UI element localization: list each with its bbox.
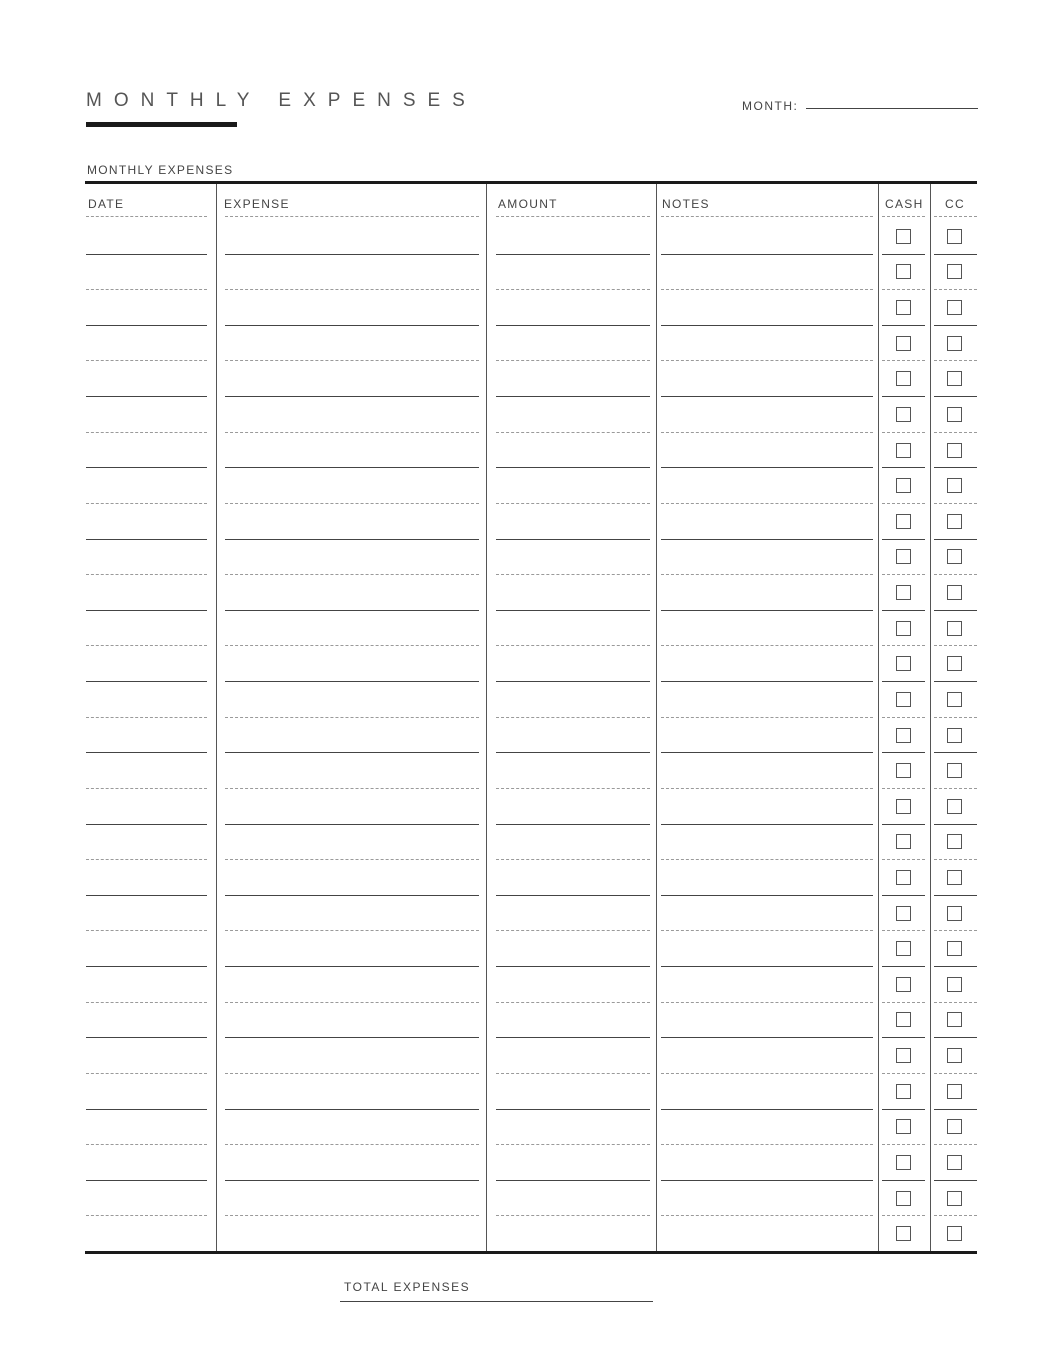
row-line-expense[interactable] [225, 824, 479, 825]
header-separator-expense [225, 216, 479, 217]
cc-checkbox[interactable] [947, 692, 962, 707]
row-line-notes[interactable] [661, 1073, 873, 1074]
cc-checkbox[interactable] [947, 941, 962, 956]
row-line-cc [934, 574, 977, 575]
row-line-cash [882, 1215, 925, 1216]
row-line-cc [934, 432, 977, 433]
cc-checkbox[interactable] [947, 621, 962, 636]
row-line-date[interactable] [86, 1144, 207, 1145]
row-line-expense[interactable] [225, 325, 479, 326]
column-header-date: DATE [88, 197, 125, 211]
row-line-date[interactable] [86, 467, 207, 468]
cash-checkbox[interactable] [896, 443, 911, 458]
cc-checkbox[interactable] [947, 443, 962, 458]
cc-checkbox[interactable] [947, 1226, 962, 1241]
cc-checkbox[interactable] [947, 300, 962, 315]
cash-checkbox[interactable] [896, 1191, 911, 1206]
row-line-cc [934, 859, 977, 860]
row-line-cc [934, 717, 977, 718]
row-line-expense[interactable] [225, 254, 479, 255]
row-line-cash [882, 859, 925, 860]
cash-checkbox[interactable] [896, 621, 911, 636]
row-line-amount[interactable] [496, 645, 650, 646]
row-line-cash [882, 396, 925, 397]
total-expenses-line[interactable] [340, 1301, 653, 1302]
row-line-expense[interactable] [225, 1180, 479, 1181]
cc-checkbox[interactable] [947, 229, 962, 244]
row-line-amount[interactable] [496, 1037, 650, 1038]
row-line-amount[interactable] [496, 681, 650, 682]
row-line-date[interactable] [86, 717, 207, 718]
row-line-expense[interactable] [225, 930, 479, 931]
row-line-cc [934, 966, 977, 967]
page-title: MONTHLY EXPENSES [86, 90, 477, 111]
cash-checkbox[interactable] [896, 870, 911, 885]
row-line-cc [934, 645, 977, 646]
row-line-expense[interactable] [225, 1215, 479, 1216]
row-line-cc [934, 539, 977, 540]
cash-checkbox[interactable] [896, 977, 911, 992]
cc-checkbox[interactable] [947, 585, 962, 600]
cash-checkbox[interactable] [896, 1226, 911, 1241]
row-line-cc [934, 360, 977, 361]
row-line-cc [934, 824, 977, 825]
row-line-cash [882, 717, 925, 718]
row-line-date[interactable] [86, 1073, 207, 1074]
column-header-expense: EXPENSE [224, 197, 290, 211]
cash-checkbox[interactable] [896, 941, 911, 956]
cash-checkbox[interactable] [896, 514, 911, 529]
row-line-expense[interactable] [225, 467, 479, 468]
row-line-cc [934, 1037, 977, 1038]
cc-checkbox[interactable] [947, 1191, 962, 1206]
row-line-amount[interactable] [496, 503, 650, 504]
row-line-date[interactable] [86, 254, 207, 255]
row-line-cash [882, 788, 925, 789]
row-line-date[interactable] [86, 1215, 207, 1216]
row-line-expense[interactable] [225, 1073, 479, 1074]
row-line-cash [882, 289, 925, 290]
cc-checkbox[interactable] [947, 1012, 962, 1027]
column-header-amount: AMOUNT [498, 197, 558, 211]
row-line-cc [934, 254, 977, 255]
cash-checkbox[interactable] [896, 264, 911, 279]
row-line-notes[interactable] [661, 610, 873, 611]
cash-checkbox[interactable] [896, 1048, 911, 1063]
row-line-amount[interactable] [496, 752, 650, 753]
section-label: MONTHLY EXPENSES [87, 163, 234, 177]
row-line-cash [882, 432, 925, 433]
total-expenses-label: TOTAL EXPENSES [344, 1280, 471, 1294]
cash-checkbox[interactable] [896, 229, 911, 244]
row-line-cc [934, 681, 977, 682]
row-line-cc [934, 467, 977, 468]
cc-checkbox[interactable] [947, 371, 962, 386]
row-line-date[interactable] [86, 1180, 207, 1181]
row-line-cash [882, 539, 925, 540]
row-line-cash [882, 645, 925, 646]
row-line-date[interactable] [86, 1109, 207, 1110]
cc-checkbox[interactable] [947, 906, 962, 921]
row-line-notes[interactable] [661, 289, 873, 290]
row-line-date[interactable] [86, 895, 207, 896]
cc-checkbox[interactable] [947, 834, 962, 849]
row-line-date[interactable] [86, 1037, 207, 1038]
row-line-date[interactable] [86, 432, 207, 433]
row-line-cc [934, 325, 977, 326]
cash-checkbox[interactable] [896, 728, 911, 743]
cc-checkbox[interactable] [947, 763, 962, 778]
cc-checkbox[interactable] [947, 728, 962, 743]
row-line-expense[interactable] [225, 289, 479, 290]
row-line-date[interactable] [86, 824, 207, 825]
row-line-amount[interactable] [496, 1215, 650, 1216]
row-line-amount[interactable] [496, 432, 650, 433]
row-line-cash [882, 895, 925, 896]
row-line-cash [882, 681, 925, 682]
row-line-date[interactable] [86, 752, 207, 753]
row-line-cc [934, 895, 977, 896]
column-divider-date [216, 184, 217, 1251]
cash-checkbox[interactable] [896, 1084, 911, 1099]
row-line-notes[interactable] [661, 1002, 873, 1003]
row-line-notes[interactable] [661, 788, 873, 789]
row-line-expense[interactable] [225, 788, 479, 789]
row-line-cash [882, 1109, 925, 1110]
cc-checkbox[interactable] [947, 870, 962, 885]
row-line-expense[interactable] [225, 645, 479, 646]
cash-checkbox[interactable] [896, 336, 911, 351]
row-line-notes[interactable] [661, 966, 873, 967]
cc-checkbox[interactable] [947, 407, 962, 422]
cash-checkbox[interactable] [896, 692, 911, 707]
cc-checkbox[interactable] [947, 799, 962, 814]
column-header-cash: CASH [885, 197, 924, 211]
row-line-date[interactable] [86, 930, 207, 931]
cash-checkbox[interactable] [896, 407, 911, 422]
row-line-expense[interactable] [225, 1144, 479, 1145]
row-line-amount[interactable] [496, 930, 650, 931]
row-line-date[interactable] [86, 289, 207, 290]
column-header-cc: CC [945, 197, 965, 211]
row-line-notes[interactable] [661, 360, 873, 361]
row-line-date[interactable] [86, 610, 207, 611]
row-line-expense[interactable] [225, 360, 479, 361]
cc-checkbox[interactable] [947, 977, 962, 992]
row-line-expense[interactable] [225, 859, 479, 860]
row-line-amount[interactable] [496, 717, 650, 718]
cash-checkbox[interactable] [896, 1155, 911, 1170]
row-line-notes[interactable] [661, 824, 873, 825]
row-line-date[interactable] [86, 325, 207, 326]
cash-checkbox[interactable] [896, 834, 911, 849]
cash-checkbox[interactable] [896, 585, 911, 600]
row-line-cash [882, 1002, 925, 1003]
row-line-cc [934, 1144, 977, 1145]
row-line-date[interactable] [86, 574, 207, 575]
row-line-expense[interactable] [225, 539, 479, 540]
column-divider-cash [930, 184, 931, 1251]
row-line-date[interactable] [86, 360, 207, 361]
row-line-amount[interactable] [496, 1109, 650, 1110]
row-line-expense[interactable] [225, 396, 479, 397]
row-line-amount[interactable] [496, 396, 650, 397]
cash-checkbox[interactable] [896, 549, 911, 564]
row-line-date[interactable] [86, 681, 207, 682]
row-line-amount[interactable] [496, 467, 650, 468]
cash-checkbox[interactable] [896, 478, 911, 493]
row-line-date[interactable] [86, 645, 207, 646]
column-divider-notes [878, 184, 879, 1251]
cash-checkbox[interactable] [896, 300, 911, 315]
row-line-cash [882, 360, 925, 361]
header-separator-cash [882, 216, 925, 217]
row-line-amount[interactable] [496, 610, 650, 611]
row-line-date[interactable] [86, 503, 207, 504]
row-line-cc [934, 1215, 977, 1216]
row-line-cash [882, 930, 925, 931]
cc-checkbox[interactable] [947, 1155, 962, 1170]
cash-checkbox[interactable] [896, 763, 911, 778]
row-line-notes[interactable] [661, 467, 873, 468]
row-line-cash [882, 574, 925, 575]
row-line-cc [934, 930, 977, 931]
row-line-amount[interactable] [496, 1073, 650, 1074]
row-line-notes[interactable] [661, 930, 873, 931]
row-line-expense[interactable] [225, 752, 479, 753]
cash-checkbox[interactable] [896, 799, 911, 814]
row-line-cash [882, 1180, 925, 1181]
row-line-expense[interactable] [225, 503, 479, 504]
row-line-notes[interactable] [661, 895, 873, 896]
row-line-cash [882, 752, 925, 753]
row-line-amount[interactable] [496, 1144, 650, 1145]
row-line-cash [882, 1037, 925, 1038]
row-line-expense[interactable] [225, 1002, 479, 1003]
row-line-amount[interactable] [496, 254, 650, 255]
row-line-notes[interactable] [661, 752, 873, 753]
cash-checkbox[interactable] [896, 906, 911, 921]
header-separator-notes [661, 216, 873, 217]
row-line-cash [882, 467, 925, 468]
row-line-expense[interactable] [225, 1037, 479, 1038]
row-line-amount[interactable] [496, 539, 650, 540]
row-line-notes[interactable] [661, 396, 873, 397]
row-line-date[interactable] [86, 539, 207, 540]
row-line-notes[interactable] [661, 717, 873, 718]
row-line-notes[interactable] [661, 1144, 873, 1145]
row-line-date[interactable] [86, 859, 207, 860]
row-line-notes[interactable] [661, 681, 873, 682]
row-line-cc [934, 1073, 977, 1074]
cc-checkbox[interactable] [947, 1048, 962, 1063]
row-line-notes[interactable] [661, 1215, 873, 1216]
row-line-expense[interactable] [225, 1109, 479, 1110]
row-line-amount[interactable] [496, 325, 650, 326]
row-line-cc [934, 1180, 977, 1181]
row-line-notes[interactable] [661, 859, 873, 860]
row-line-notes[interactable] [661, 1037, 873, 1038]
row-line-cc [934, 1109, 977, 1110]
row-line-cash [882, 254, 925, 255]
cash-checkbox[interactable] [896, 1119, 911, 1134]
row-line-cc [934, 396, 977, 397]
row-line-notes[interactable] [661, 539, 873, 540]
month-input-line[interactable] [806, 108, 978, 109]
cc-checkbox[interactable] [947, 656, 962, 671]
cash-checkbox[interactable] [896, 1012, 911, 1027]
cc-checkbox[interactable] [947, 1084, 962, 1099]
row-line-cash [882, 1073, 925, 1074]
title-underline [86, 122, 237, 127]
row-line-cc [934, 503, 977, 504]
row-line-cc [934, 1002, 977, 1003]
row-line-cash [882, 966, 925, 967]
column-divider-amount [656, 184, 657, 1251]
row-line-cc [934, 289, 977, 290]
row-line-notes[interactable] [661, 574, 873, 575]
row-line-expense[interactable] [225, 717, 479, 718]
row-line-cash [882, 325, 925, 326]
row-line-date[interactable] [86, 966, 207, 967]
cc-checkbox[interactable] [947, 336, 962, 351]
cc-checkbox[interactable] [947, 549, 962, 564]
row-line-amount[interactable] [496, 574, 650, 575]
row-line-expense[interactable] [225, 966, 479, 967]
column-header-notes: NOTES [662, 197, 710, 211]
row-line-date[interactable] [86, 396, 207, 397]
cc-checkbox[interactable] [947, 264, 962, 279]
cash-checkbox[interactable] [896, 656, 911, 671]
cc-checkbox[interactable] [947, 1119, 962, 1134]
row-line-expense[interactable] [225, 681, 479, 682]
row-line-cc [934, 788, 977, 789]
row-line-notes[interactable] [661, 1180, 873, 1181]
row-line-amount[interactable] [496, 1180, 650, 1181]
row-line-amount[interactable] [496, 859, 650, 860]
row-line-cash [882, 1144, 925, 1145]
row-line-expense[interactable] [225, 574, 479, 575]
header-separator-amount [496, 216, 650, 217]
month-label: MONTH: [742, 99, 799, 113]
row-line-amount[interactable] [496, 895, 650, 896]
row-line-cc [934, 752, 977, 753]
cash-checkbox[interactable] [896, 371, 911, 386]
row-line-notes[interactable] [661, 254, 873, 255]
cc-checkbox[interactable] [947, 478, 962, 493]
cc-checkbox[interactable] [947, 514, 962, 529]
row-line-cc [934, 610, 977, 611]
row-line-amount[interactable] [496, 1002, 650, 1003]
row-line-amount[interactable] [496, 289, 650, 290]
row-line-notes[interactable] [661, 432, 873, 433]
row-line-date[interactable] [86, 1002, 207, 1003]
row-line-expense[interactable] [225, 610, 479, 611]
row-line-amount[interactable] [496, 966, 650, 967]
row-line-expense[interactable] [225, 895, 479, 896]
row-line-notes[interactable] [661, 503, 873, 504]
row-line-date[interactable] [86, 788, 207, 789]
row-line-cash [882, 503, 925, 504]
row-line-notes[interactable] [661, 325, 873, 326]
row-line-expense[interactable] [225, 432, 479, 433]
row-line-cash [882, 610, 925, 611]
header-separator-cc [934, 216, 977, 217]
row-line-notes[interactable] [661, 1109, 873, 1110]
row-line-notes[interactable] [661, 645, 873, 646]
column-divider-expense [486, 184, 487, 1251]
row-line-amount[interactable] [496, 824, 650, 825]
row-line-cash [882, 824, 925, 825]
row-line-amount[interactable] [496, 788, 650, 789]
header-separator-date [86, 216, 207, 217]
row-line-amount[interactable] [496, 360, 650, 361]
